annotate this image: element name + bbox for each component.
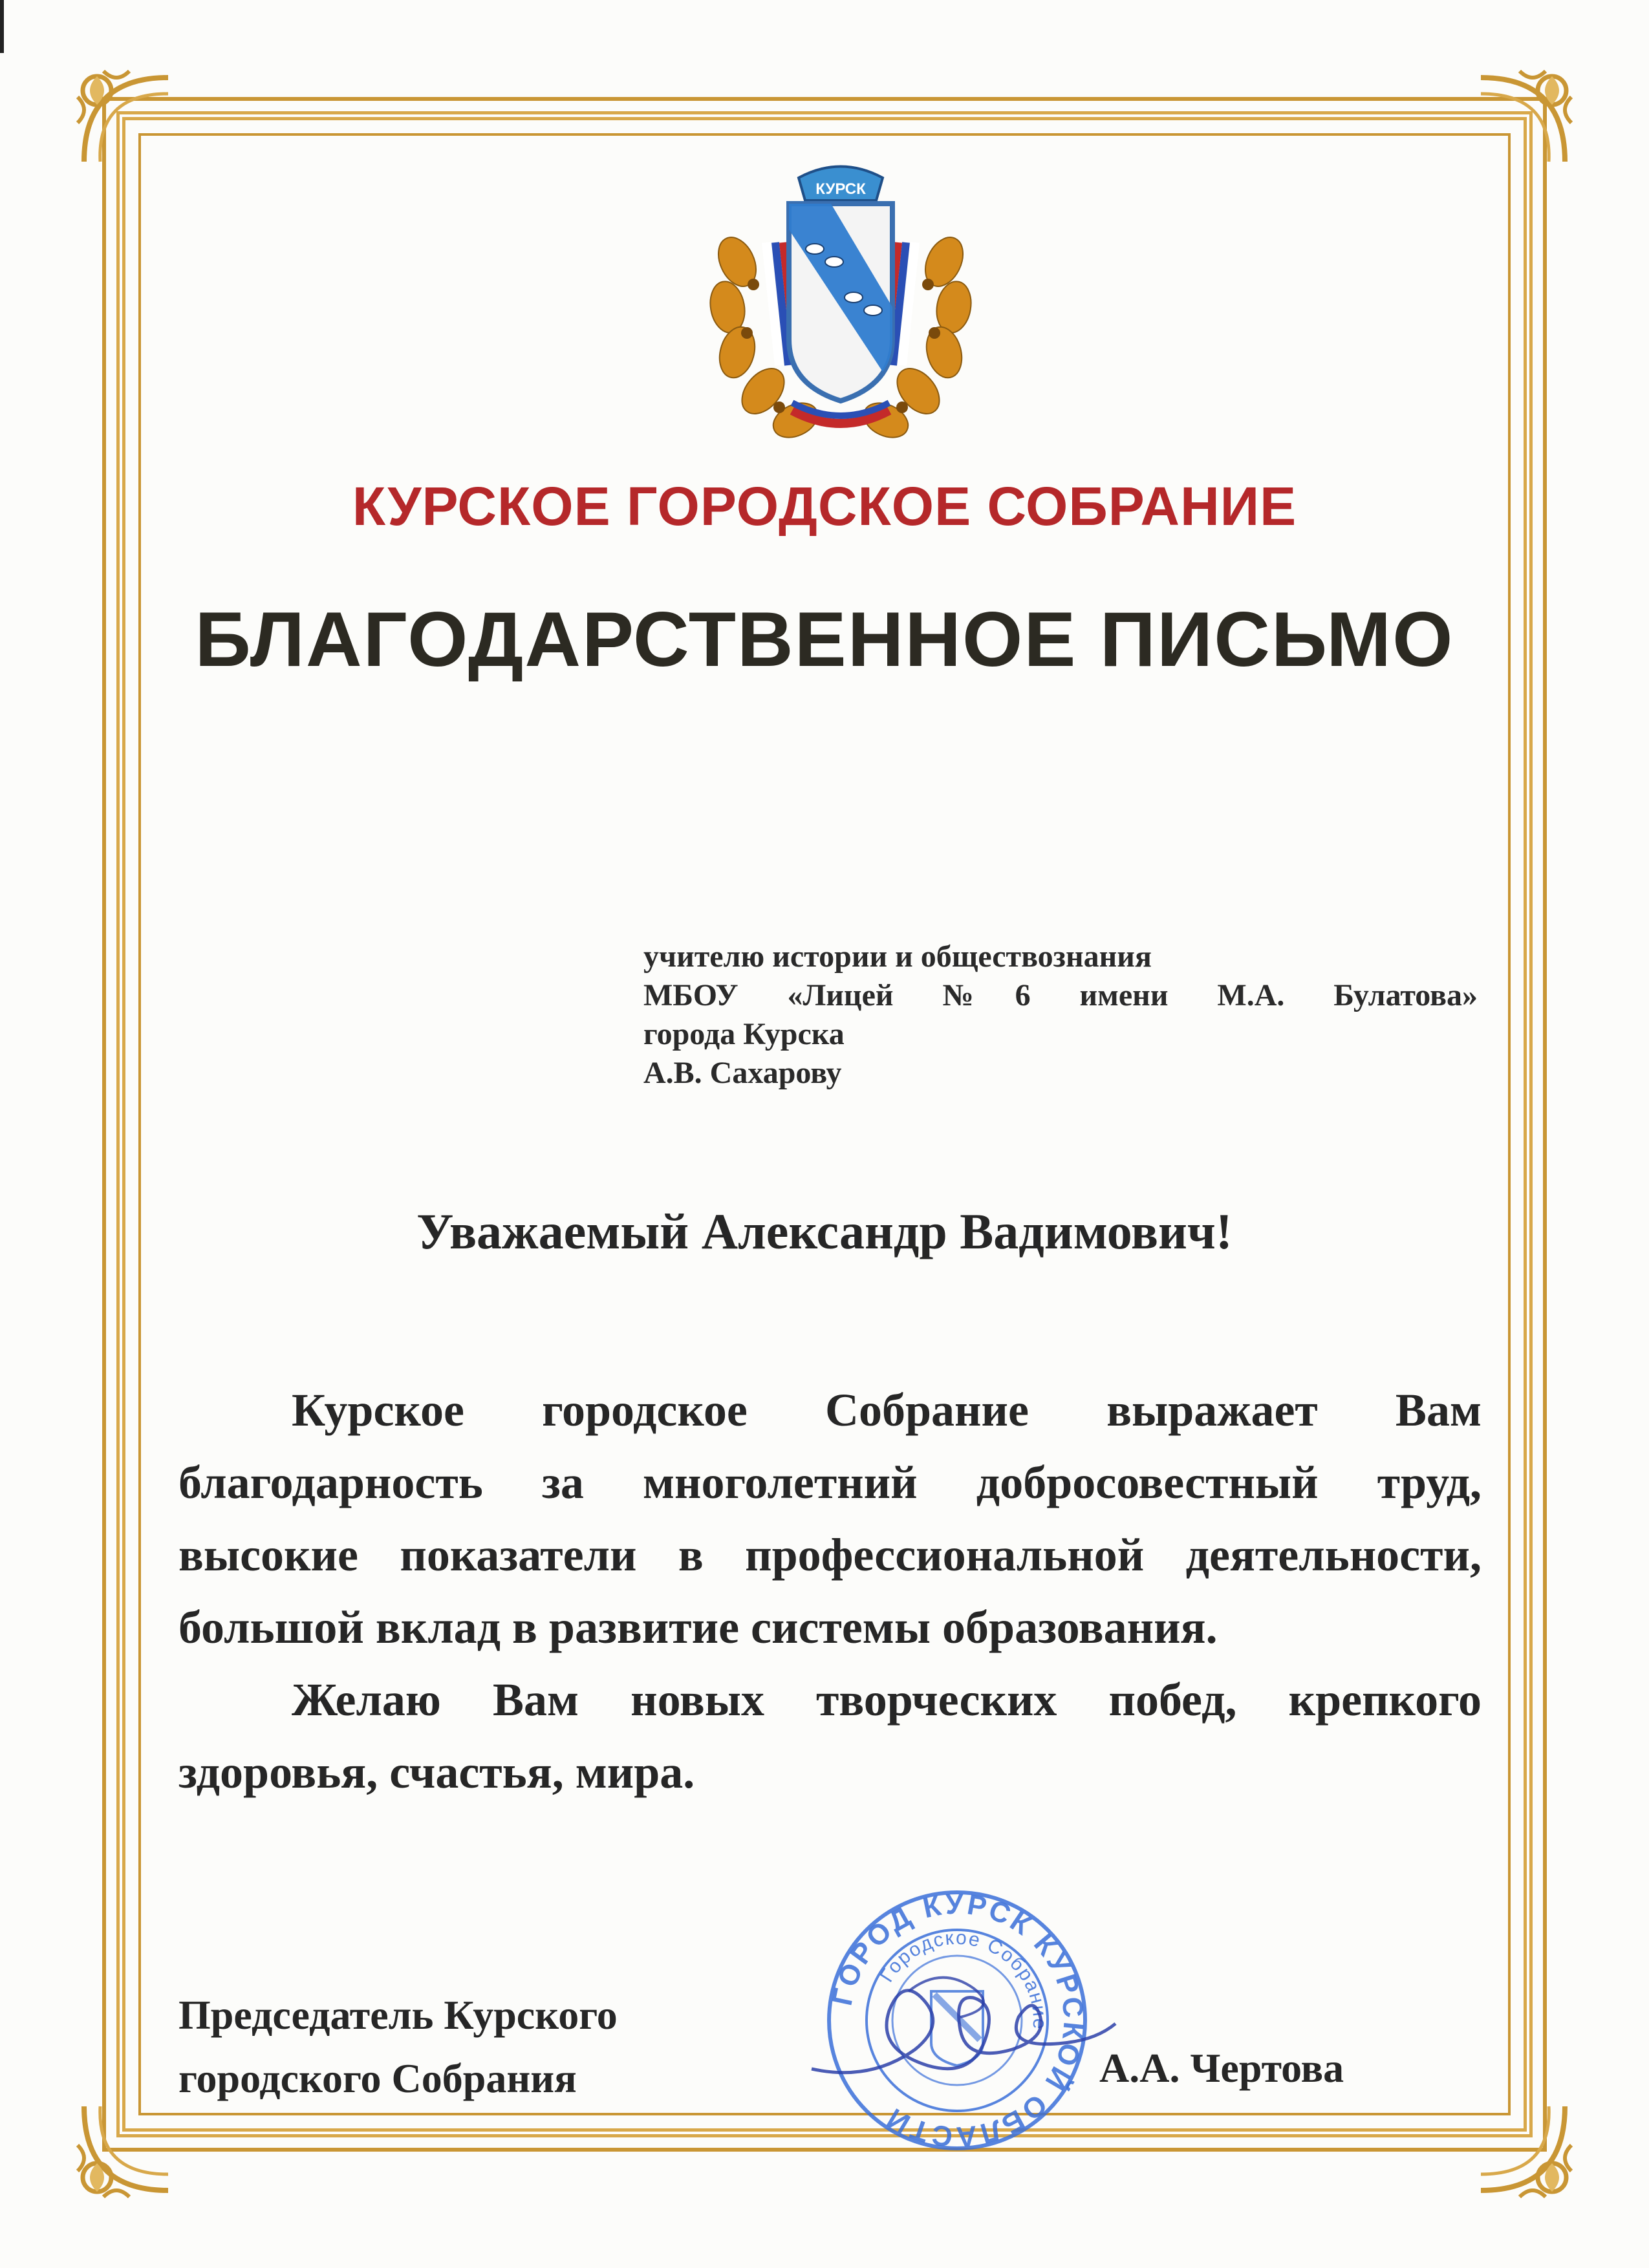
- body-paragraph: Желаю Вам новых творческих побед, крепкого здоровья, счастья, мира.: [178, 1674, 1482, 1798]
- letter-body: [178, 1374, 1482, 1808]
- stamp-outer-text: ГОРОД КУРСК КУРСКОЙ ОБЛАСТИ: [826, 1888, 1090, 2153]
- kursk-coat-of-arms-icon: [702, 152, 980, 449]
- corner-ornament-icon: [71, 65, 181, 175]
- body-paragraph: Курское городское Собрание выражает Вам благодарность за многолетний добросовестный труд, высокие показатели в профессиональной деятельности, большой вклад в развитие системы образования.: [178, 1384, 1482, 1653]
- signer-title: [178, 1984, 618, 2110]
- greeting: Уважаемый Александр Вадимович!: [416, 1203, 1233, 1259]
- document-title: БЛАГОДАРСТВЕННОЕ ПИСЬМО: [195, 596, 1454, 683]
- addressee-school: МБОУ «Лицей №6 имени М.А. Булатова»: [643, 978, 1478, 1012]
- addressee-block: [643, 937, 1478, 1093]
- signer-title-line: Председатель Курского: [178, 1992, 618, 2038]
- stamp-inner-text: Городское Собрание: [876, 1927, 1051, 2031]
- organization-title: КУРСКОЕ ГОРОДСКОЕ СОБРАНИЕ: [352, 476, 1297, 537]
- corner-ornament-icon: [1468, 2093, 1578, 2203]
- addressee-position: учителю истории и обществознания: [643, 939, 1152, 974]
- coat-banner-text: КУРСК: [815, 180, 866, 198]
- signer-title-line: городского Собрания: [178, 2055, 577, 2101]
- scan-edge-line: [0, 0, 4, 53]
- addressee-city: города Курска: [643, 1017, 845, 1051]
- signer-name: А.А. Чертова: [1099, 2045, 1344, 2091]
- corner-ornament-icon: [71, 2093, 181, 2203]
- corner-ornament-icon: [1468, 65, 1578, 175]
- addressee-name: А.В. Сахарову: [643, 1056, 842, 1090]
